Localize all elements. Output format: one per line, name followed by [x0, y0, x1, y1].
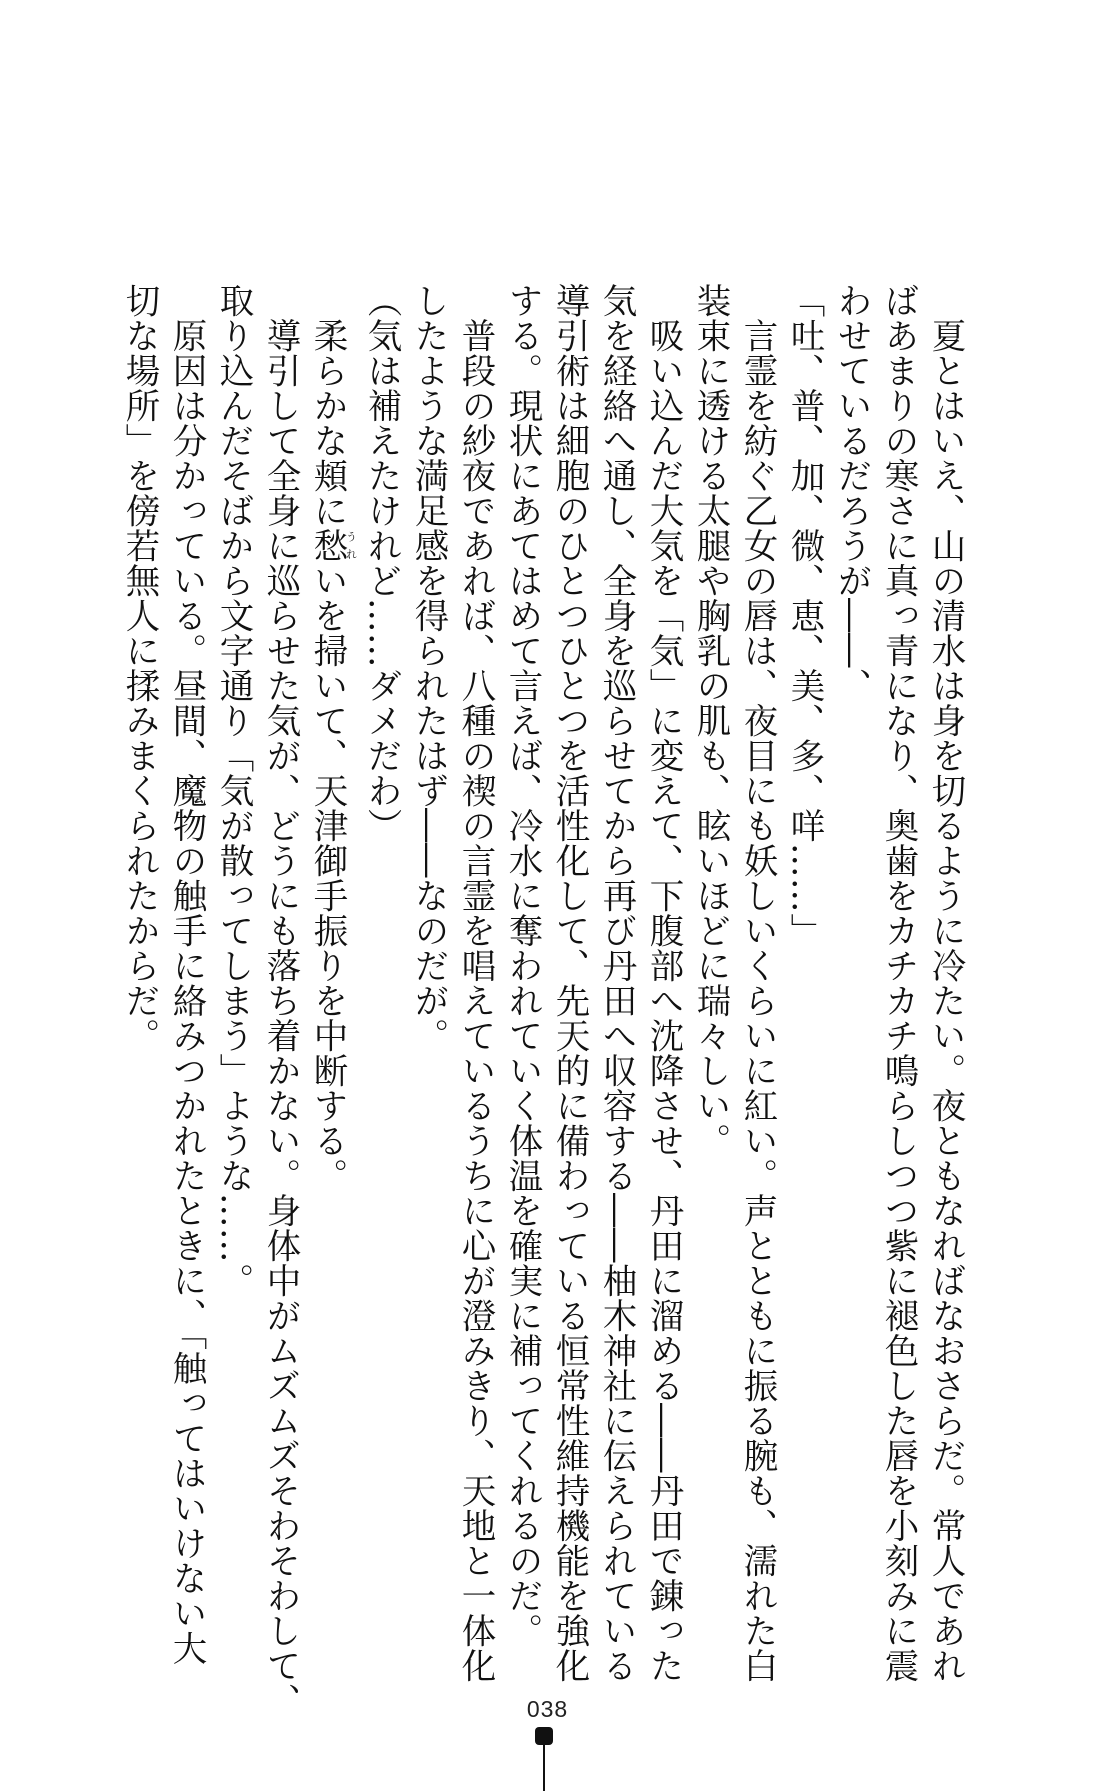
- ruby-reading: うれ: [344, 528, 358, 563]
- text-line: 言霊を紡ぐ乙女の唇は、夜目にも妖しいくらいに紅い。声とともに振る腕も、濡れた白: [737, 283, 777, 1683]
- text-line: 普段の紗夜であれば、八種の禊の言霊を唱えているうちに心が澄みきり、天地と一体化: [455, 283, 495, 1683]
- folio-rule-line: [543, 1744, 545, 1791]
- text-line: わせているだろうが――、: [831, 283, 871, 703]
- text-line: ばあまりの寒さに真っ青になり、奥歯をカチカチ鳴らしつつ紫に褪色した唇を小刻みに震: [878, 283, 918, 1683]
- text-line: 「吐、普、加、微、恵、美、多、咩……」: [784, 283, 824, 948]
- ruby-line-suffix: いを掃いて、天津御手振りを中断する。: [307, 563, 347, 1193]
- text-line: 導引して全身に巡らせた気が、どうにも落ち着かない。身体中がムズムズそわそわして、: [260, 283, 300, 1718]
- text-line: 取り込んだそばから文字通り「気が散ってしまう」ような……。: [213, 283, 253, 1298]
- text-line: したような満足感を得られたはず――なのだが。: [408, 283, 448, 1053]
- text-line: 装束に透ける太腿や胸乳の肌も、眩いほどに瑞々しい。: [690, 283, 730, 1158]
- text-line: する。現状にあてはめて言えば、冷水に奪われていく体温を確実に補ってくれるのだ。: [502, 283, 542, 1648]
- text-line: 夏とはいえ、山の清水は身を切るように冷たい。夜ともなればなおさらだ。常人であれ: [925, 283, 965, 1683]
- text-line: （気は補えたけれど……ダメだわ）: [361, 283, 401, 843]
- text-line: 切な場所」を傍若無人に揉みまくられたからだ。: [119, 283, 159, 1053]
- text-line: 導引術は細胞のひとつひとつを活性化して、先天的に備わっている恒常性維持機能を強化: [549, 283, 589, 1683]
- folio-ornament-icon: [535, 1727, 553, 1745]
- text-line: 気を経絡へ通し、全身を巡らせてから再び丹田へ収容する――柚木神社に伝えられている: [596, 283, 636, 1683]
- text-line-with-ruby: [303, 283, 357, 1463]
- ruby-base: 愁: [307, 528, 347, 563]
- ruby-annotation: [307, 528, 358, 563]
- page-number: 038: [526, 1696, 569, 1722]
- text-line: 原因は分かっている。昼間、魔物の触手に絡みつかれたときに、「触ってはいけない大: [166, 283, 206, 1666]
- ruby-line-prefix: 柔らかな頬に: [307, 283, 347, 528]
- text-line: 吸い込んだ大気を「気」に変えて、下腹部へ沈降させ、丹田に溜める――丹田で錬った: [643, 283, 683, 1683]
